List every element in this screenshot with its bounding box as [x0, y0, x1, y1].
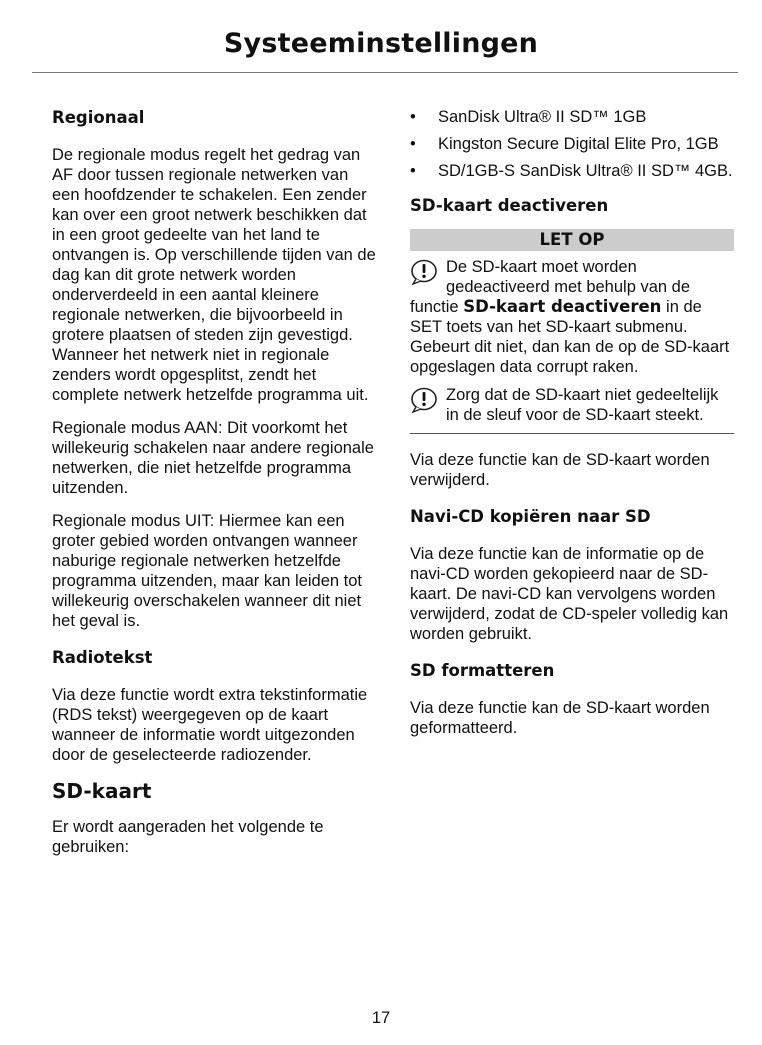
- navicd-heading: Navi-CD kopiëren naar SD: [410, 507, 651, 526]
- sdkaart-heading: SD-kaart: [52, 779, 152, 803]
- regionaal-paragraph-3: Regionale modus UIT: Hiermee kan een groter gebied worden ontvangen wanneer naburige regionale netwerken hetzelfde programma uitzenden, maar kan leiden tot willekeurig overschakelen wanneer dit niet het geval is.: [52, 512, 363, 630]
- page-number: 17: [371, 1009, 391, 1027]
- regionaal-paragraph-2: Regionale modus AAN: Dit voorkomt het willekeurig schakelen naar andere regionale netwerken, die niet hetzelfde programma uitzenden.: [52, 419, 374, 497]
- page-title: Systeeminstellingen: [223, 28, 539, 59]
- warning-block-2: Zorg dat de SD-kaart niet gedeeltelijk in de sleuf voor de SD-kaart steekt.: [410, 385, 734, 425]
- radiotekst-paragraph: Via deze functie wordt extra tekstinformatie (RDS tekst) weergegeven op de kaart wanneer de informatie wordt uitgezonden door de geselecteerde radiozender.: [52, 686, 368, 764]
- list-item: • SanDisk Ultra® II SD™ 1GB: [410, 108, 647, 126]
- warning-divider: [410, 433, 734, 434]
- formatteren-heading: SD formatteren: [410, 661, 555, 680]
- navicd-paragraph: Via deze functie kan de informatie op de navi-CD worden gekopieerd naar de SD-kaart. De navi-CD kan vervolgens worden verwijderd, zodat de CD-speler volledig kan worden gebruikt.: [410, 545, 729, 643]
- sdkaart-paragraph: Er wordt aangeraden het volgende te gebruiken:: [52, 818, 324, 856]
- deactiveren-heading: SD-kaart deactiveren: [410, 196, 609, 215]
- right-column: [410, 107, 734, 751]
- list-item: • Kingston Secure Digital Elite Pro, 1GB: [410, 135, 719, 153]
- bullet-icon: •: [410, 162, 416, 180]
- warning-label: LET OP: [410, 229, 734, 251]
- radiotekst-heading: Radiotekst: [52, 648, 153, 667]
- regionaal-paragraph-1: De regionale modus regelt het gedrag van AF door tussen regionale netwerken van een hoofdzender te schakelen. Een zender kan over een groot netwerk beschikken dat in een groot gedeelte van het land te ontvangen is. Op verschillende tijden van de dag kan dit grote netwerk worden onderverdeeld in een aantal kleinere regionale netwerken, die bijvoorbeeld in grotere plaatsen of steden zijn gevestigd. Wanneer het netwerk niet in regionale zenders wordt opgesplitst, zendt het complete netwerk hetzelfde programma uit.: [52, 146, 376, 404]
- warning-block-1: De SD-kaart moet worden gedeactiveerd met behulp van de functie SD-kaart deactiveren in de SET toets van het SD-kaart submenu. Gebeurt dit niet, dan kan de op de SD-kaart opgeslagen data corrupt raken.: [410, 258, 730, 376]
- warning-icon: [410, 259, 438, 285]
- regionaal-heading: Regionaal: [52, 108, 145, 127]
- formatteren-paragraph: Via deze functie kan de SD-kaart worden geformatteerd.: [410, 699, 710, 737]
- bullet-icon: •: [410, 135, 416, 153]
- header-divider: [32, 72, 738, 73]
- deactiveren-paragraph: Via deze functie kan de SD-kaart worden verwijderd.: [410, 451, 710, 489]
- bullet-icon: •: [410, 108, 416, 126]
- sd-card-list: [410, 107, 734, 181]
- warning-icon: [410, 387, 438, 413]
- list-item: • SD/1GB-S SanDisk Ultra® II SD™ 4GB.: [410, 162, 733, 180]
- left-column: [52, 107, 378, 870]
